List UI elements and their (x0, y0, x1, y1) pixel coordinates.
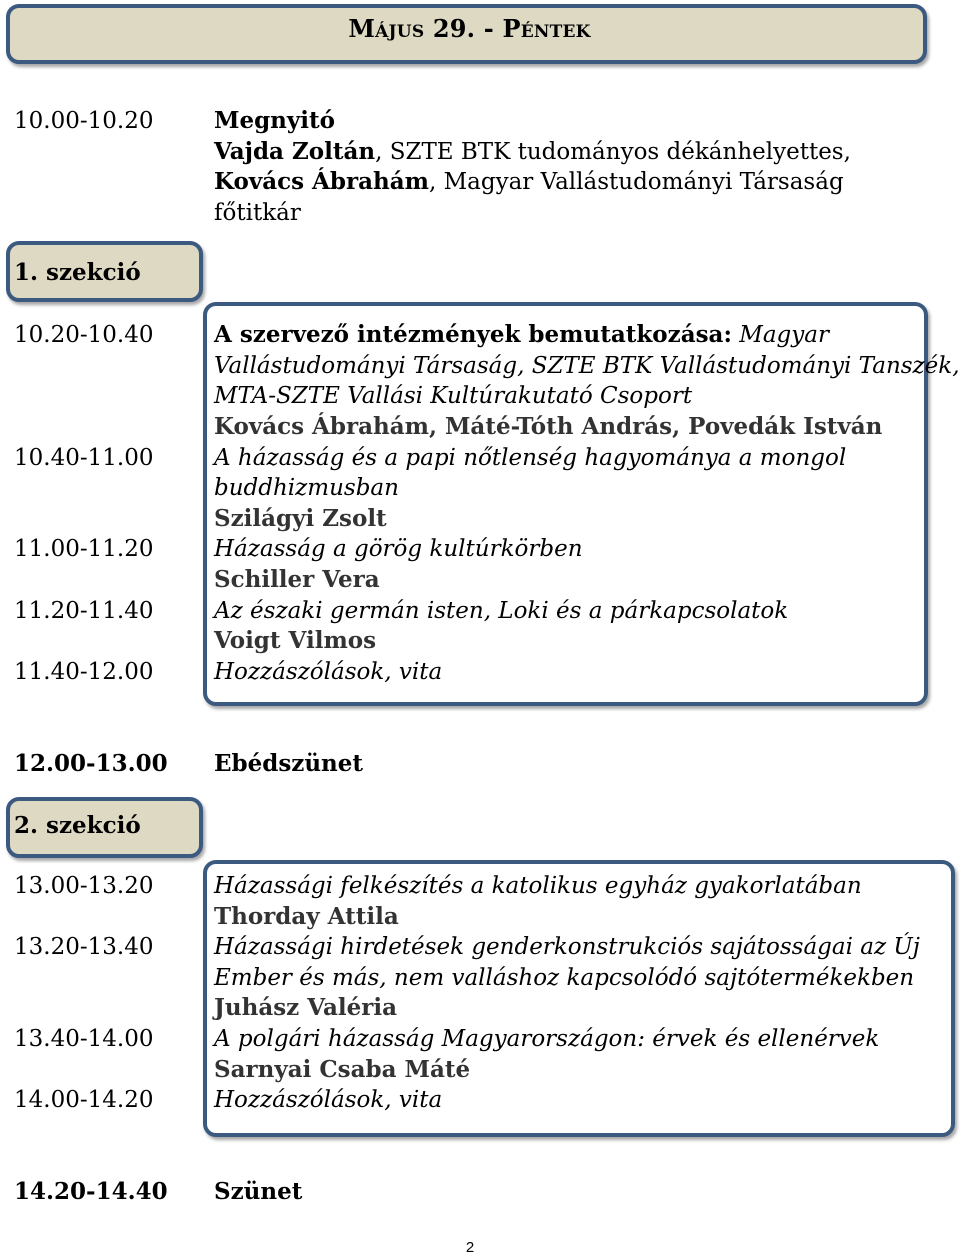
opening-speaker-1: Vajda Zoltán, SZTE BTK tudományos dékánhelyettes, (214, 138, 851, 165)
section-1-label: 1. szekció (14, 259, 141, 286)
s1-item-1-speaker: Kovács Ábrahám, Máté-Tóth András, Povedák István (214, 413, 883, 440)
s1-item-2-title-line2: buddhizmusban (214, 475, 399, 501)
s1-item-5-title: Hozzászólások, vita (214, 659, 443, 685)
lunch-label: Ebédszünet (214, 750, 364, 777)
s2-item-3-time: 13.40-14.00 (14, 1026, 154, 1052)
s1-item-1-title-line2: Vallástudományi Társaság, SZTE BTK Vallástudományi Tanszék, (214, 353, 960, 379)
s1-item-2-speaker: Szilágyi Zsolt (214, 505, 387, 532)
lunch-time: 12.00-13.00 (14, 750, 168, 777)
s1-item-4-speaker: Voigt Vilmos (214, 627, 377, 654)
opening-speaker-2: Kovács Ábrahám, Magyar Vallástudományi Társaság (214, 168, 844, 195)
s2-item-3-title: A polgári házasság Magyarországon: érvek és ellenérvek (214, 1026, 880, 1052)
s1-item-3-speaker: Schiller Vera (214, 566, 380, 593)
s1-item-3-time: 11.00-11.20 (14, 536, 154, 562)
s2-item-2-time: 13.20-13.40 (14, 934, 154, 960)
s2-item-1-title: Házassági felkészítés a katolikus egyház gyakorlatában (214, 873, 862, 899)
s1-item-2-title: A házasság és a papi nőtlenség hagyománya a mongol (214, 445, 847, 471)
s2-item-1-time: 13.00-13.20 (14, 873, 154, 899)
opening-speaker-2-role: főtitkár (214, 200, 301, 226)
s2-item-1-speaker: Thorday Attila (214, 903, 399, 930)
opening-label: Megnyitó (214, 107, 335, 134)
page-number: 2 (465, 1239, 475, 1256)
day-title: Május 29. - Péntek (348, 14, 591, 43)
opening-time: 10.00-10.20 (14, 108, 154, 134)
s2-item-2-title-line2: Ember és más, nem valláshoz kapcsolódó sajtótermékekben (214, 965, 915, 991)
s2-item-2-title: Házassági hirdetések genderkonstrukciós sajátosságai az Új (214, 934, 920, 960)
s1-item-2-time: 10.40-11.00 (14, 445, 154, 471)
s1-item-1-time: 10.20-10.40 (14, 322, 154, 348)
s2-item-4-title: Hozzászólások, vita (214, 1087, 443, 1113)
s2-item-2-speaker: Juhász Valéria (214, 994, 398, 1021)
s1-item-1-title-line3: MTA-SZTE Vallási Kultúrakutató Csoport (214, 383, 693, 409)
break-time: 14.20-14.40 (14, 1178, 168, 1205)
s2-item-3-speaker: Sarnyai Csaba Máté (214, 1056, 471, 1083)
s1-item-5-time: 11.40-12.00 (14, 659, 154, 685)
s1-item-4-title: Az északi germán isten, Loki és a párkapcsolatok (214, 598, 789, 624)
section-2-label: 2. szekció (14, 812, 141, 839)
break-label: Szünet (214, 1178, 303, 1205)
s2-item-4-time: 14.00-14.20 (14, 1087, 154, 1113)
s1-item-1-title: A szervező intézmények bemutatkozása: Magyar (214, 321, 829, 348)
s1-item-3-title: Házasság a görög kultúrkörben (214, 536, 583, 562)
s1-item-4-time: 11.20-11.40 (14, 598, 154, 624)
